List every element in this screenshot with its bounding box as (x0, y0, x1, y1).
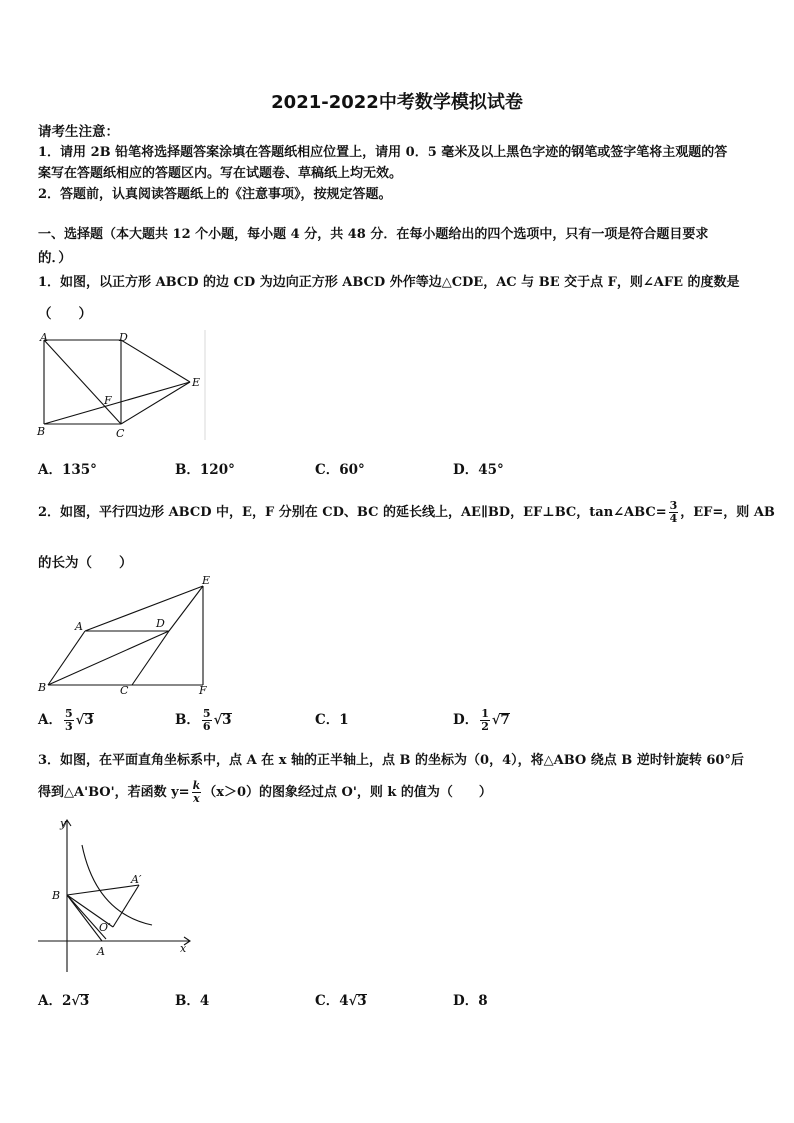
q2-option-b-den: 6 (202, 720, 211, 733)
q2-label-e: E (202, 574, 211, 587)
q1-label-f: F (104, 394, 112, 407)
q2-text-line (38, 498, 775, 528)
q2-option-d-num: 1 (481, 707, 489, 720)
q1-label-c: C (116, 427, 125, 440)
notice-line-1b: 案写在答题纸相应的答题区内。写在试题卷、草稿纸上均无效。 (38, 166, 403, 181)
q1-text-a: 1．如图，以正方形 ABCD 的边 CD 为边向正方形 ABCD 外作等边△CDE，AC 与 BE 交于点 F，则∠AFE 的度数是 (38, 275, 740, 290)
section-heading-a: 一、选择题（本大题共 12 个小题，每小题 4 分，共 48 分．在每小题给出的四个选项中，只有一项是符合题目要求 (38, 227, 709, 242)
q2-option-c: C．1 (315, 712, 349, 728)
q2-option-a-num: 5 (64, 707, 73, 720)
q2-option-b-label: B． (175, 712, 200, 728)
q3-k-den: x (193, 792, 200, 805)
q2-option-a-fraction (64, 708, 74, 733)
q2-option-d: D． $\frac{1}{2}$ √7 (453, 707, 510, 733)
q3-text-b-pre: 得到△A'BO'，若函数 y= (38, 785, 190, 800)
q3-label-y: y (60, 817, 67, 830)
q3-option-a-label: A．2 (38, 993, 72, 1009)
q2-text-b: 的长为（ ） (38, 555, 133, 571)
q2-figure (30, 572, 230, 700)
q3-k-fraction (192, 780, 202, 805)
q2-label-b: B (38, 681, 47, 694)
q3-option-c-radicand: 3 (357, 993, 367, 1009)
q2-option-d-fraction (480, 708, 490, 733)
q3-option-a: A．2√3 (38, 993, 90, 1009)
q2-option-b-fraction (202, 708, 212, 733)
q2-option-d-radicand: 7 (500, 712, 510, 728)
q3-text-a: 3．如图，在平面直角坐标系中，点 A 在 x 轴的正半轴上，点 B 的坐标为（0，4），将△ABO 绕点 B 逆时针旋转 60°后 (38, 753, 744, 768)
q1-label-b: B (37, 425, 46, 438)
notice-heading: 请考生注意： (38, 124, 119, 140)
q2-label-c: C (120, 684, 129, 697)
q2-option-a-radicand: 3 (84, 712, 94, 728)
q3-k-num: k (192, 779, 201, 792)
q2-tan-fraction (669, 500, 679, 525)
q2-label-f: F (199, 684, 207, 697)
q3-option-a-radicand: 3 (79, 993, 90, 1009)
q2-option-b-num: 5 (202, 707, 211, 720)
q3-text-b-post: （x＞0）的图象经过点 O'，则 k 的值为（ ） (203, 785, 492, 800)
q3-label-b: B (52, 889, 61, 902)
q1-text-b: （ ） (38, 306, 92, 322)
q1-label-d: D (119, 331, 128, 344)
q1-label-a: A (40, 331, 48, 344)
q3-figure (30, 815, 205, 980)
q2-label-a: A (75, 620, 83, 633)
q2-option-a: A． $\frac{5}{3}$ √3 (38, 707, 94, 733)
q3-option-b: B．4 (175, 993, 210, 1009)
notice-line-2: 2．答题前，认真阅读答题纸上的《注意事项》，按规定答题。 (38, 187, 392, 202)
q2-text-post: ，EF=，则 AB (680, 505, 775, 520)
q2-option-d-label: D． (453, 712, 479, 728)
q3-option-d: D．8 (453, 993, 488, 1009)
q3-option-c-label: C．4 (315, 993, 349, 1009)
q2-text-pre: 2．如图，平行四边形 ABCD 中，E，F 分别在 CD、BC 的延长线上，AE∥BD，EF⊥BC，tan∠ABC= (38, 505, 667, 520)
q3-label-o-prime: O′ (99, 921, 111, 934)
q1-option-c: C．60° (315, 462, 365, 478)
q1-label-e: E (192, 376, 201, 389)
section-heading-b: 的．） (38, 250, 72, 266)
q1-figure (30, 328, 215, 443)
page-title: 2021-2022中考数学模拟试卷 (271, 92, 523, 113)
q2-label-d: D (156, 617, 165, 630)
q2-option-a-label: A． (38, 712, 62, 728)
q2-option-a-den: 3 (64, 720, 73, 733)
q3-label-a: A (97, 945, 105, 958)
q2-option-b-radicand: 3 (222, 712, 232, 728)
q2-tan-den: 4 (669, 512, 678, 525)
q3-option-c: C．4√3 (315, 993, 367, 1009)
q2-tan-num: 3 (669, 499, 678, 512)
q1-option-d: D．45° (453, 462, 504, 478)
q3-text-b-line (38, 778, 492, 808)
notice-line-1a: 1．请用 2B 铅笔将选择题答案涂填在答题纸相应位置上，请用 0．5 毫米及以上黑色字迹的钢笔或签字笔将主观题的答 (38, 145, 728, 160)
q2-option-b: B． $\frac{5}{6}$ √3 (175, 707, 232, 733)
q2-option-d-den: 2 (481, 720, 489, 733)
q3-label-a-prime: A′ (131, 873, 142, 886)
q1-option-a: A．135° (38, 462, 97, 478)
q3-label-x: x (180, 942, 187, 955)
q1-option-b: B．120° (175, 462, 235, 478)
